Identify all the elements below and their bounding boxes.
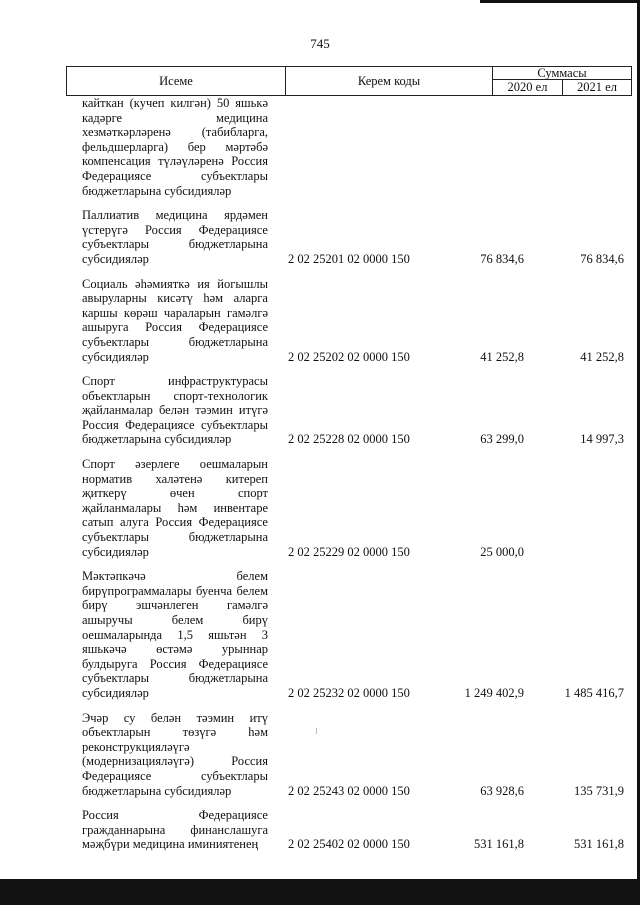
- row-name: Паллиатив медицина ярдәмен үстерүгә Россия Федерациясе субъектлары бюджетларына субсидияләр: [82, 208, 268, 266]
- row-code: 2 02 25201 02 0000 150: [288, 251, 410, 266]
- row-name: Социаль әһәмияткә ия йогышлы авыруларны кисәтү һәм аларга каршы көрәш чараларын гамәлгә ашыруга Россия Федерациясе субъектлары бюджетларына субсидияләр: [82, 276, 268, 364]
- table-row: [82, 96, 632, 198]
- table-header: [66, 66, 632, 96]
- row-value-2020: 41 252,8: [480, 349, 524, 364]
- table-row: [82, 457, 632, 559]
- row-value-2021: 1 485 416,7: [564, 685, 624, 700]
- header-year-2021: 2021 ел: [562, 79, 632, 96]
- table-row: [82, 374, 632, 447]
- row-code: 2 02 25232 02 0000 150: [288, 685, 410, 700]
- header-sums: Суммасы: [492, 66, 632, 80]
- row-code: 2 02 25402 02 0000 150: [288, 837, 410, 852]
- scan-mark: [316, 728, 317, 734]
- row-name: Эчәр су белән тәэмин итү объектларын төзүгә һәм реконструкцияләүгә (модернизацияләүгә) Россия Федерациясе субъектлары бюджетларына субсидияләр: [82, 710, 268, 798]
- row-name: Россия Федерациясе гражданнарына финанслашуга мәҗбүри медицина иминиятенең: [82, 808, 268, 852]
- row-value-2021: 41 252,8: [580, 349, 624, 364]
- row-value-2020: 1 249 402,9: [464, 685, 524, 700]
- table-row: [82, 277, 632, 365]
- table-row: [82, 208, 632, 266]
- table-row: [82, 808, 632, 852]
- row-value-2021: 135 731,9: [574, 783, 624, 798]
- row-value-2020: 76 834,6: [480, 251, 524, 266]
- row-code: 2 02 25243 02 0000 150: [288, 783, 410, 798]
- row-value-2021: 76 834,6: [580, 251, 624, 266]
- row-value-2020: 63 928,6: [480, 783, 524, 798]
- row-value-2021: 531 161,8: [574, 837, 624, 852]
- header-code: Керем коды: [285, 66, 493, 96]
- header-name: Исеме: [66, 66, 286, 96]
- header-year-2020: 2020 ел: [492, 79, 563, 96]
- row-value-2021: 14 997,3: [580, 432, 624, 447]
- row-name: Спорт инфраструктурасы объектларын спорт-технологик җайланмалар белән тәэмин итүгә Россия Федерациясе субъектлары бюджетларына субсидияләр: [82, 374, 268, 447]
- table-row: [82, 711, 632, 799]
- table-body: [82, 96, 632, 862]
- page-number: 745: [310, 36, 330, 51]
- row-name: Мәктәпкәчә белем бирүпрограммалары буенча белем бирү эшчәнлеген гамәлгә ашыручы белем бирү оешмаларында 1,5 яшьтән 3 яшькәчә өстәмә урыннар булдыруга Россия Федерациясе субъектлары бюджетларына субсидияләр: [82, 569, 268, 700]
- row-code: 2 02 25229 02 0000 150: [288, 544, 410, 559]
- row-code: 2 02 25228 02 0000 150: [288, 432, 410, 447]
- scan-edge-bottom: [0, 879, 640, 905]
- row-value-2020: 531 161,8: [474, 837, 524, 852]
- row-name: Спорт әзерлеге оешмаларын норматив халәтенә китерeп җиткерү өчен спорт җайланмалары һәм инвентаре сатып алуга Россия Федерациясе субъектлары бюджетларына субсидияләр: [82, 457, 268, 559]
- table-row: [82, 569, 632, 700]
- scan-edge-top: [480, 0, 640, 3]
- row-value-2020: 25 000,0: [480, 544, 524, 559]
- row-name: кайткан (кучеп килгән) 50 яшькә кадәрге медицина хезмәткәрләренә (табибларга, фельдшерларга) бер мәртәбә компенсация түләүләренә Россия Федерациясе субъектлары бюджетларына субсидияләр: [82, 96, 268, 198]
- row-code: 2 02 25202 02 0000 150: [288, 349, 410, 364]
- row-value-2020: 63 299,0: [480, 432, 524, 447]
